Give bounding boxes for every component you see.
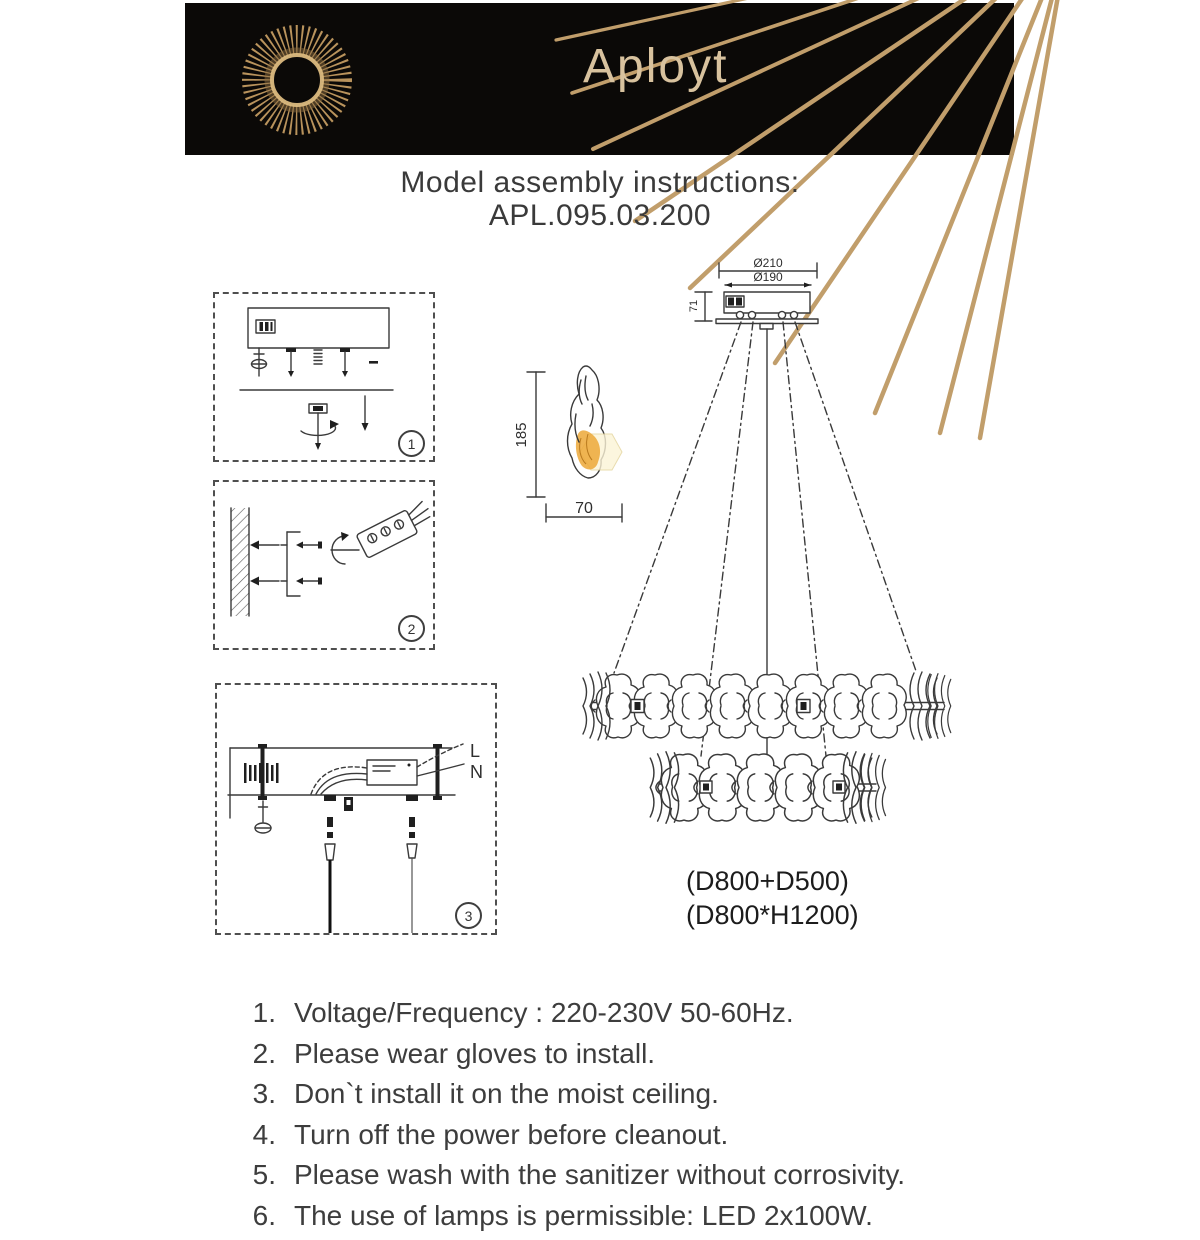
list-item [232, 1159, 905, 1191]
instruction-list [232, 997, 905, 1240]
item-text: The use of lamps is permissible: LED 2x100W. [294, 1199, 873, 1231]
canopy-outer-dim: Ø210 [753, 256, 783, 270]
live-wire-label: L [470, 741, 481, 761]
step3-drawing [217, 685, 495, 933]
canopy-inner-dim: Ø190 [753, 270, 783, 284]
list-item [232, 997, 905, 1029]
step1-diagram-box [213, 292, 435, 462]
brand-banner [185, 3, 1014, 155]
item-text: Please wash with the sanitizer without corrosivity. [294, 1159, 906, 1190]
item-number: 3. [252, 1078, 276, 1109]
list-item [232, 1200, 905, 1232]
starburst-icon [185, 3, 445, 155]
item-number: 2. [252, 1037, 276, 1069]
step2-diagram-box [213, 480, 435, 650]
item-number: 5. [252, 1159, 276, 1190]
size-labels [686, 864, 859, 932]
item-text: Please wear gloves to install. [294, 1037, 656, 1069]
crystal-height-dim: 185 [513, 422, 530, 448]
step2-number-badge: 2 [398, 615, 425, 642]
list-item [232, 1038, 905, 1070]
item-text: Turn off the power before cleanout. [294, 1118, 729, 1150]
crystal-width-dim: 70 [575, 500, 593, 517]
size-label-height: (D800*H1200) [686, 900, 859, 930]
brand-logo-text: Aployt [583, 40, 729, 93]
item-number: 4. [252, 1118, 276, 1150]
upper-ring [583, 672, 951, 740]
step1-number-badge: 1 [398, 430, 425, 457]
size-label-diameters: (D800+D500) [686, 866, 849, 896]
list-item [232, 1119, 905, 1151]
step3-diagram-box [215, 683, 497, 935]
canopy-height-dim: 71 [688, 299, 700, 313]
neutral-wire-label: N [470, 762, 483, 782]
chandelier-drawing [555, 245, 995, 845]
model-code: APL.095.03.200 [488, 199, 712, 232]
item-number: 6. [252, 1199, 276, 1231]
terminal-block-icon [356, 501, 436, 559]
item-number: 1. [252, 997, 276, 1028]
item-text: Don`t install it on the moist ceiling. [294, 1078, 719, 1109]
page-title: Model assembly instructions: [400, 166, 800, 199]
lower-ring [650, 752, 885, 823]
item-text: Voltage/Frequency : 220-230V 50-60Hz. [294, 997, 794, 1028]
list-item [232, 1078, 905, 1110]
step3-number-badge: 3 [455, 902, 482, 929]
